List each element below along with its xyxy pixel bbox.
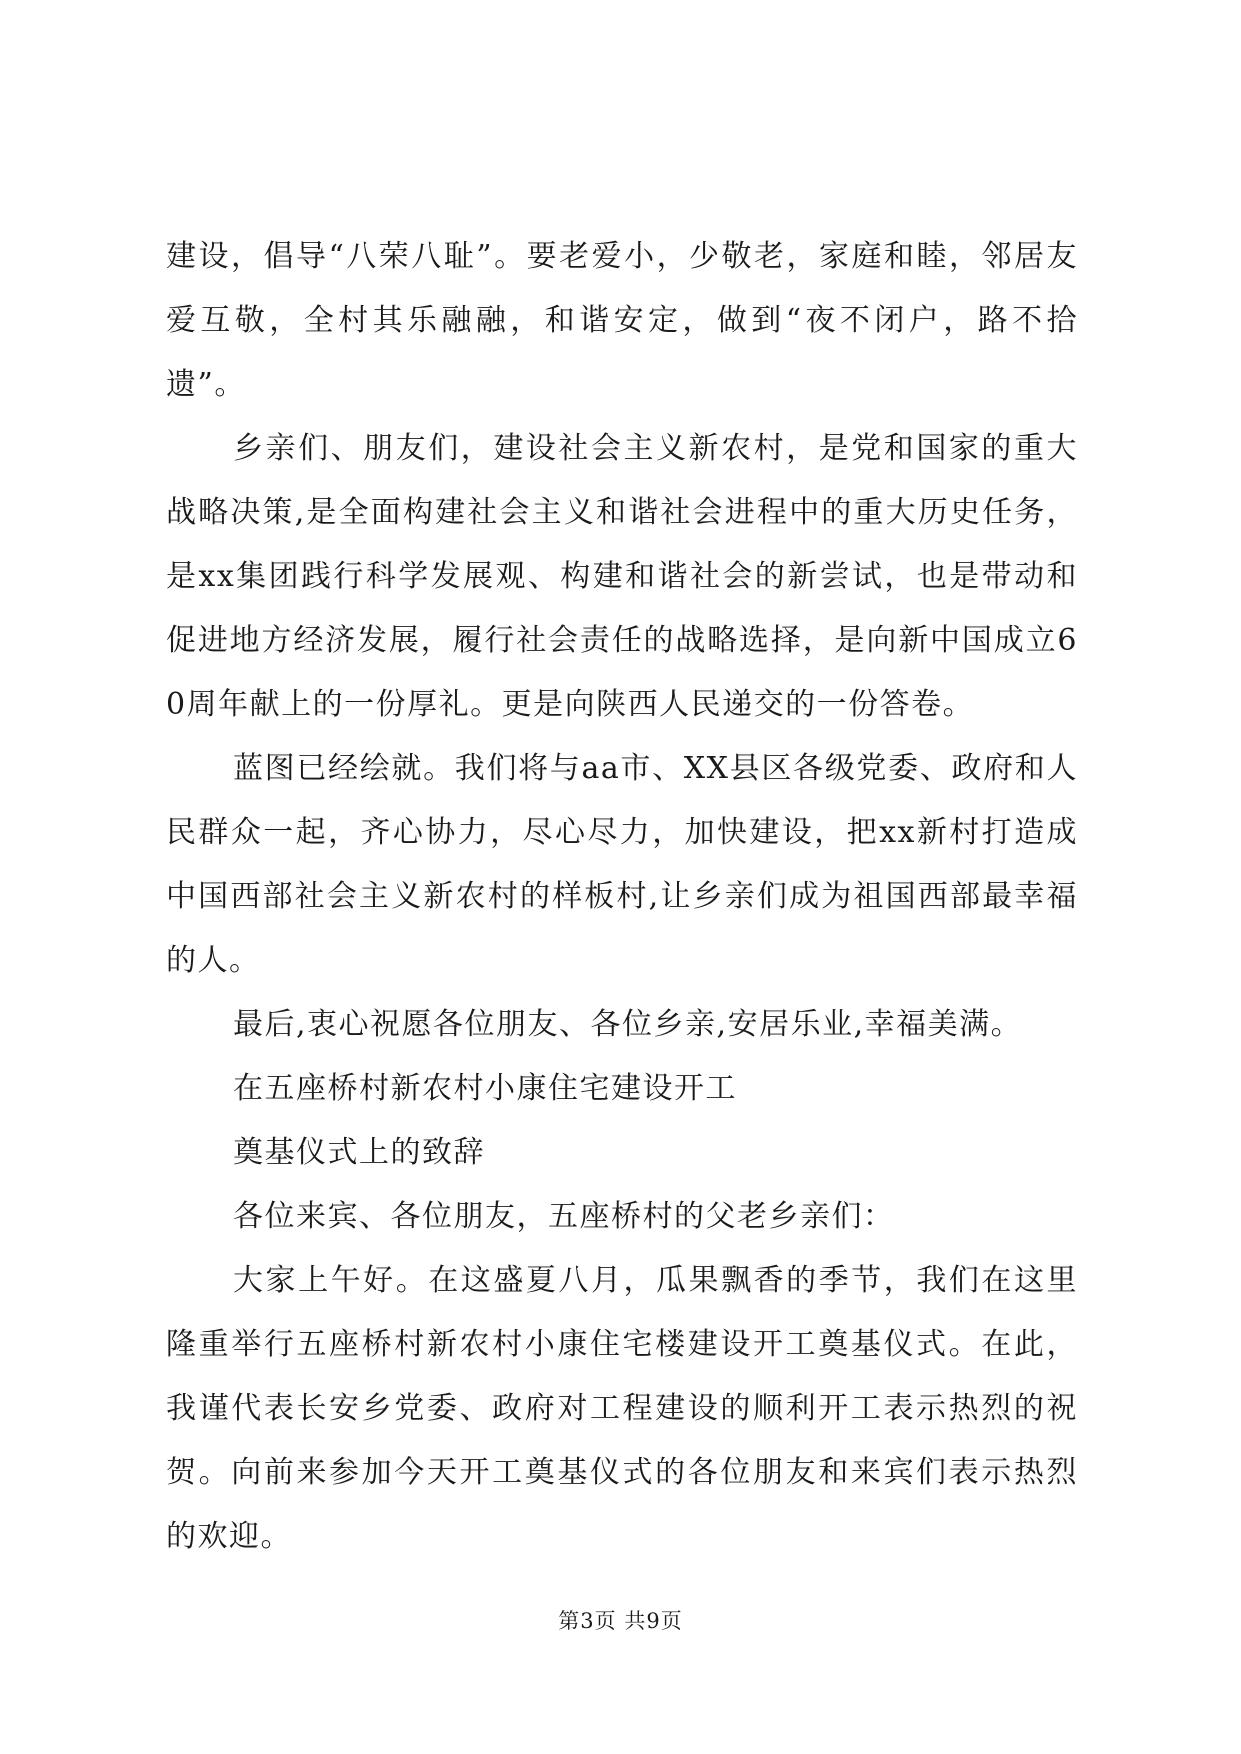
- paragraph-4: 最后,衷心祝愿各位朋友、各位乡亲,安居乐业,幸福美满。: [233, 1007, 1023, 1042]
- speech-title-line-2: 奠基仪式上的致辞: [233, 1135, 485, 1170]
- document-body: [166, 225, 1078, 1569]
- paragraph-8: 大家上午好。在这盛夏八月，瓜果飘香的季节，我们在这里隆重举行五座桥村新农村小康住宅楼建设开工奠基仪式。在此，我谨代表长安乡党委、政府对工程建设的顺利开工表示热烈的祝贺。向前来参加今天开工奠基仪式的各位朋友和来宾们表示热烈的欢迎。: [166, 1263, 1078, 1554]
- page-number-footer: 第3页 共9页: [558, 1609, 683, 1633]
- salutation: 各位来宾、各位朋友，五座桥村的父老乡亲们：: [233, 1199, 895, 1234]
- paragraph-1: 建设，倡导“八荣八耻”。要老爱小，少敬老，家庭和睦，邻居友爱互敬，全村其乐融融，和谐安定，做到“夜不闭户，路不拾遗”。: [166, 239, 1078, 402]
- paragraph-2: 乡亲们、朋友们，建设社会主义新农村，是党和国家的重大战略决策,是全面构建社会主义和谐社会进程中的重大历史任务，是xx集团践行科学发展观、构建和谐社会的新尝试，也是带动和促进地方经济发展，履行社会责任的战略选择，是向新中国成立60周年献上的一份厚礼。更是向陕西人民递交的一份答卷。: [166, 431, 1078, 722]
- paragraph-3: 蓝图已经绘就。我们将与aa市、XX县区各级党委、政府和人民群众一起，齐心协力，尽心尽力，加快建设，把xx新村打造成中国西部社会主义新农村的样板村,让乡亲们成为祖国西部最幸福的人。: [166, 751, 1078, 978]
- speech-title-line-1: 在五座桥村新农村小康住宅建设开工: [233, 1071, 737, 1106]
